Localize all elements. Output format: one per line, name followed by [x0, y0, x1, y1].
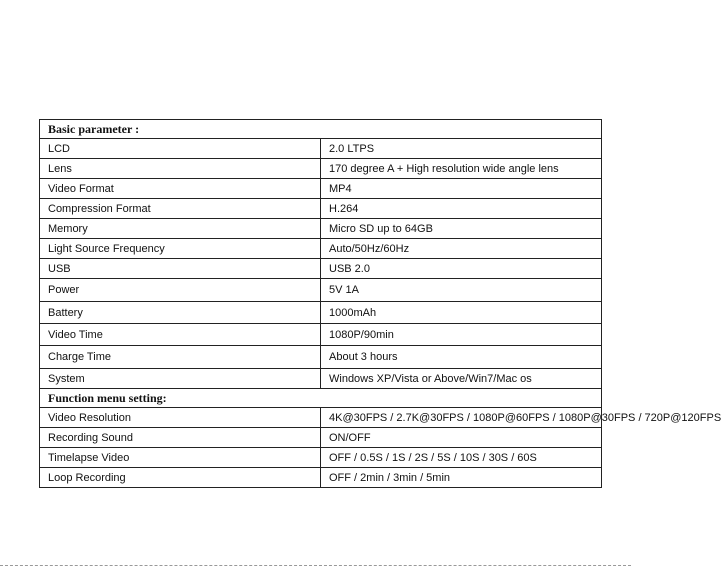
spec-row-charge-time [40, 346, 602, 369]
page-bottom-divider [0, 565, 631, 566]
spec-value: 1080P/90min [321, 324, 602, 346]
function-label: Timelapse Video [40, 448, 321, 468]
function-value: OFF / 0.5S / 1S / 2S / 5S / 10S / 30S / 60S [321, 448, 602, 468]
function-row-loop-recording [40, 468, 602, 488]
spec-label: Battery [40, 302, 321, 324]
spec-label: Compression Format [40, 199, 321, 219]
function-value: OFF / 2min / 3min / 5min [321, 468, 602, 488]
spec-row-memory [40, 219, 602, 239]
spec-value: Auto/50Hz/60Hz [321, 239, 602, 259]
spec-value: USB 2.0 [321, 259, 602, 279]
spec-label: Lens [40, 159, 321, 179]
function-label: Recording Sound [40, 428, 321, 448]
function-value: ON/OFF [321, 428, 602, 448]
function-menu-title: Function menu setting: [40, 389, 602, 408]
spec-value: MP4 [321, 179, 602, 199]
spec-row-usb [40, 259, 602, 279]
spec-value: Windows XP/Vista or Above/Win7/Mac os [321, 369, 602, 389]
function-value: 4K@30FPS / 2.7K@30FPS / 1080P@60FPS / 1080P@30FPS / 720P@120FPS [321, 408, 602, 428]
spec-row-light-source-frequency [40, 239, 602, 259]
spec-label: Light Source Frequency [40, 239, 321, 259]
spec-value: 2.0 LTPS [321, 139, 602, 159]
function-menu-header-row [40, 389, 602, 408]
spec-row-battery [40, 302, 602, 324]
spec-row-compression-format [40, 199, 602, 219]
spec-value: 5V 1A [321, 279, 602, 302]
spec-value: Micro SD up to 64GB [321, 219, 602, 239]
spec-value: About 3 hours [321, 346, 602, 369]
spec-row-video-format [40, 179, 602, 199]
spec-label: Power [40, 279, 321, 302]
spec-table [39, 119, 721, 488]
basic-parameter-title: Basic parameter : [40, 120, 602, 139]
spec-row-lcd [40, 139, 602, 159]
function-label: Video Resolution [40, 408, 321, 428]
spec-label: Video Time [40, 324, 321, 346]
spec-row-system [40, 369, 602, 389]
spec-value: 170 degree A + High resolution wide angle lens [321, 159, 602, 179]
function-row-video-resolution [40, 408, 602, 428]
spec-label: Charge Time [40, 346, 321, 369]
function-label: Loop Recording [40, 468, 321, 488]
spec-value: H.264 [321, 199, 602, 219]
spec-row-video-time [40, 324, 602, 346]
basic-parameter-header-row [40, 120, 602, 139]
spec-row-lens [40, 159, 602, 179]
function-row-recording-sound [40, 428, 602, 448]
function-row-timelapse-video [40, 448, 602, 468]
spec-value: 1000mAh [321, 302, 602, 324]
spec-row-power [40, 279, 602, 302]
spec-label: Video Format [40, 179, 321, 199]
spec-label: LCD [40, 139, 321, 159]
spec-label: System [40, 369, 321, 389]
spec-label: Memory [40, 219, 321, 239]
spec-label: USB [40, 259, 321, 279]
